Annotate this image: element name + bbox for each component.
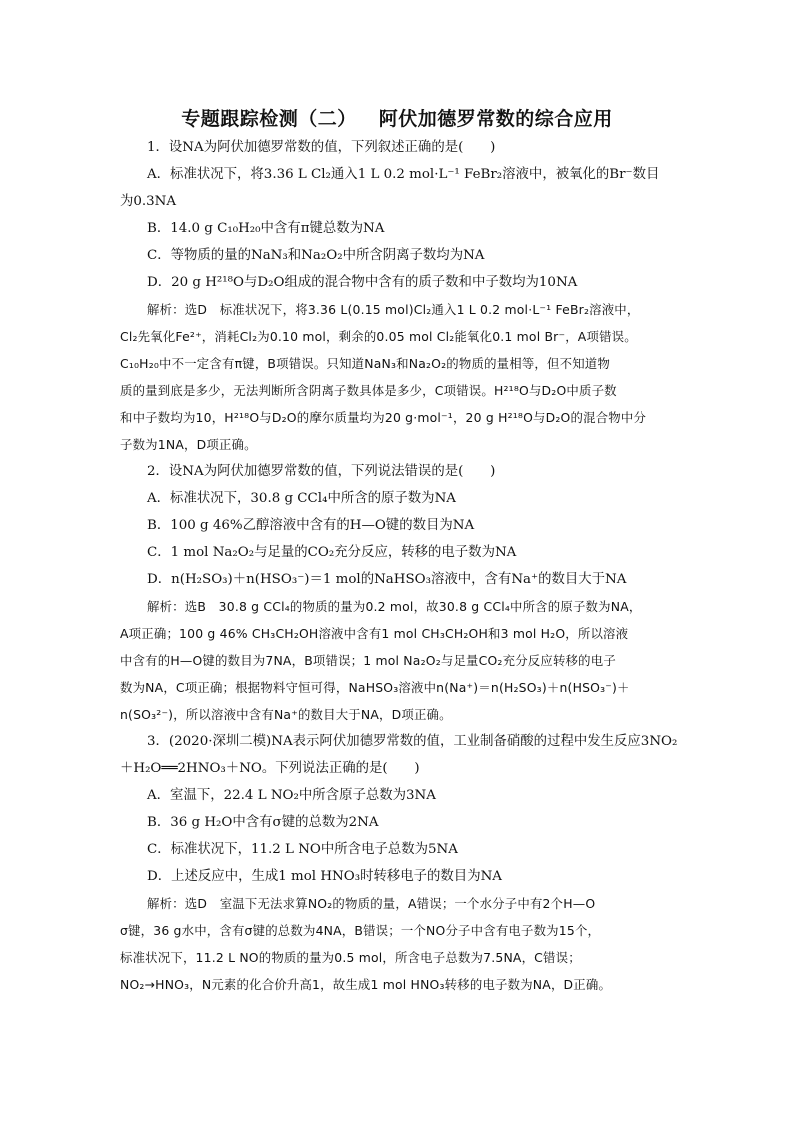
q3-option-b: B．36 g H₂O中含有σ键的总数为2NA [147, 815, 379, 830]
document-body [120, 134, 680, 998]
q3-solution-line: σ键，36 g水中，含有σ键的总数为4NA，B错误；一个NO分子中含有电子数为15个， [120, 923, 601, 938]
q2-solution-line: 数为NA，C项正确；根据物料守恒可得，NaHSO₃溶液中n(Na⁺)＝n(H₂SO₃)＋n(HSO₃⁻)＋ [120, 680, 630, 695]
q1-option-b: B．14.0 g C₁₀H₂₀中含有π键总数为NA [147, 221, 385, 236]
q3-solution-line: NO₂→HNO₃，N元素的化合价升高1，故生成1 mol HNO₃转移的电子数为NA，D正确。 [120, 977, 612, 992]
q2-option-a: A．标准状况下，30.8 g CCl₄中所含的原子数为NA [147, 491, 456, 506]
q3-option-d: D．上述反应中，生成1 mol HNO₃时转移电子的数目为NA [147, 869, 502, 884]
q3-solution-line: 解析：选D 室温下无法求算NO₂的物质的量，A错误；一个水分子中有2个H—O [147, 896, 596, 911]
q1-option-d: D．20 g H²¹⁸O与D₂O组成的混合物中含有的质子数和中子数均为10NA [147, 275, 578, 290]
q2-option-c: C．1 mol Na₂O₂与足量的CO₂充分反应，转移的电子数为NA [147, 545, 517, 560]
q2-solution-line: n(SO₃²⁻)，所以溶液中含有Na⁺的数目大于NA，D项正确。 [120, 707, 452, 722]
q2-solution-line: A项正确；100 g 46% CH₃CH₂OH溶液中含有1 mol CH₃CH₂OH和3 mol H₂O，所以溶液 [120, 626, 629, 641]
q1-option-a-cont: 为0.3NA [120, 194, 177, 209]
q1-solution-line: 和中子数均为10，H²¹⁸O与D₂O的摩尔质量均为20 g·mol⁻¹，20 g H²¹⁸O与D₂O的混合物中分 [120, 410, 647, 425]
q3-solution-line: 标准状况下，11.2 L NO的物质的量为0.5 mol，所含电子总数为7.5NA，C错误； [120, 950, 581, 965]
question-2-stem: 2．设NA为阿伏加德罗常数的值，下列说法错误的是( ) [147, 464, 496, 479]
q1-solution-line: 质的量到底是多少，无法判断所含阴离子数具体是多少，C项错误。H²¹⁸O与D₂O中质子数 [120, 383, 617, 398]
q3-option-c: C．标准状况下，11.2 L NO中所含电子总数为5NA [147, 842, 458, 857]
q1-solution-line: 子数为1NA，D项正确。 [120, 437, 257, 452]
page-title [0, 104, 794, 131]
q1-option-c: C．等物质的量的NaN₃和Na₂O₂中所含阴离子数均为NA [147, 248, 485, 263]
title-main: 专题跟踪检测（二） [181, 108, 357, 130]
q1-option-a: A．标准状况下，将3.36 L Cl₂通入1 L 0.2 mol·L⁻¹ FeBr₂溶液中，被氧化的Br⁻数目 [147, 167, 660, 182]
q3-option-a: A．室温下，22.4 L NO₂中所含原子总数为3NA [147, 788, 436, 803]
q2-option-d: D．n(H₂SO₃)＋n(HSO₃⁻)＝1 mol的NaHSO₃溶液中，含有Na⁺的数目大于NA [147, 572, 627, 587]
title-sub: 阿伏加德罗常数的综合应用 [378, 108, 613, 130]
q2-option-b: B．100 g 46%乙醇溶液中含有的H—O键的数目为NA [147, 518, 475, 533]
question-3-stem-cont: ＋H₂O══2HNO₃＋NO。下列说法正确的是( ) [120, 761, 420, 776]
q2-solution-line: 中含有的H—O键的数目为7NA，B项错误；1 mol Na₂O₂与足量CO₂充分反应转移的电子 [120, 653, 616, 668]
question-3-stem: 3．(2020·深圳二模)NA表示阿伏加德罗常数的值，工业制备硝酸的过程中发生反应3NO₂ [147, 734, 678, 749]
q1-solution-line: C₁₀H₂₀中不一定含有π键，B项错误。只知道NaN₃和Na₂O₂的物质的量相等，但不知道物 [120, 356, 610, 371]
question-1-stem: 1．设NA为阿伏加德罗常数的值，下列叙述正确的是( ) [147, 140, 496, 155]
q1-solution-line: Cl₂先氧化Fe²⁺，消耗Cl₂为0.10 mol，剩余的0.05 mol Cl₂能氧化0.1 mol Br⁻，A项错误。 [120, 329, 637, 344]
q2-solution-line: 解析：选B 30.8 g CCl₄的物质的量为0.2 mol，故30.8 g CCl₄中所含的原子数为NA， [147, 599, 642, 614]
q1-solution-line: 解析：选D 标准状况下，将3.36 L(0.15 mol)Cl₂通入1 L 0.2 mol·L⁻¹ FeBr₂溶液中， [147, 302, 640, 317]
